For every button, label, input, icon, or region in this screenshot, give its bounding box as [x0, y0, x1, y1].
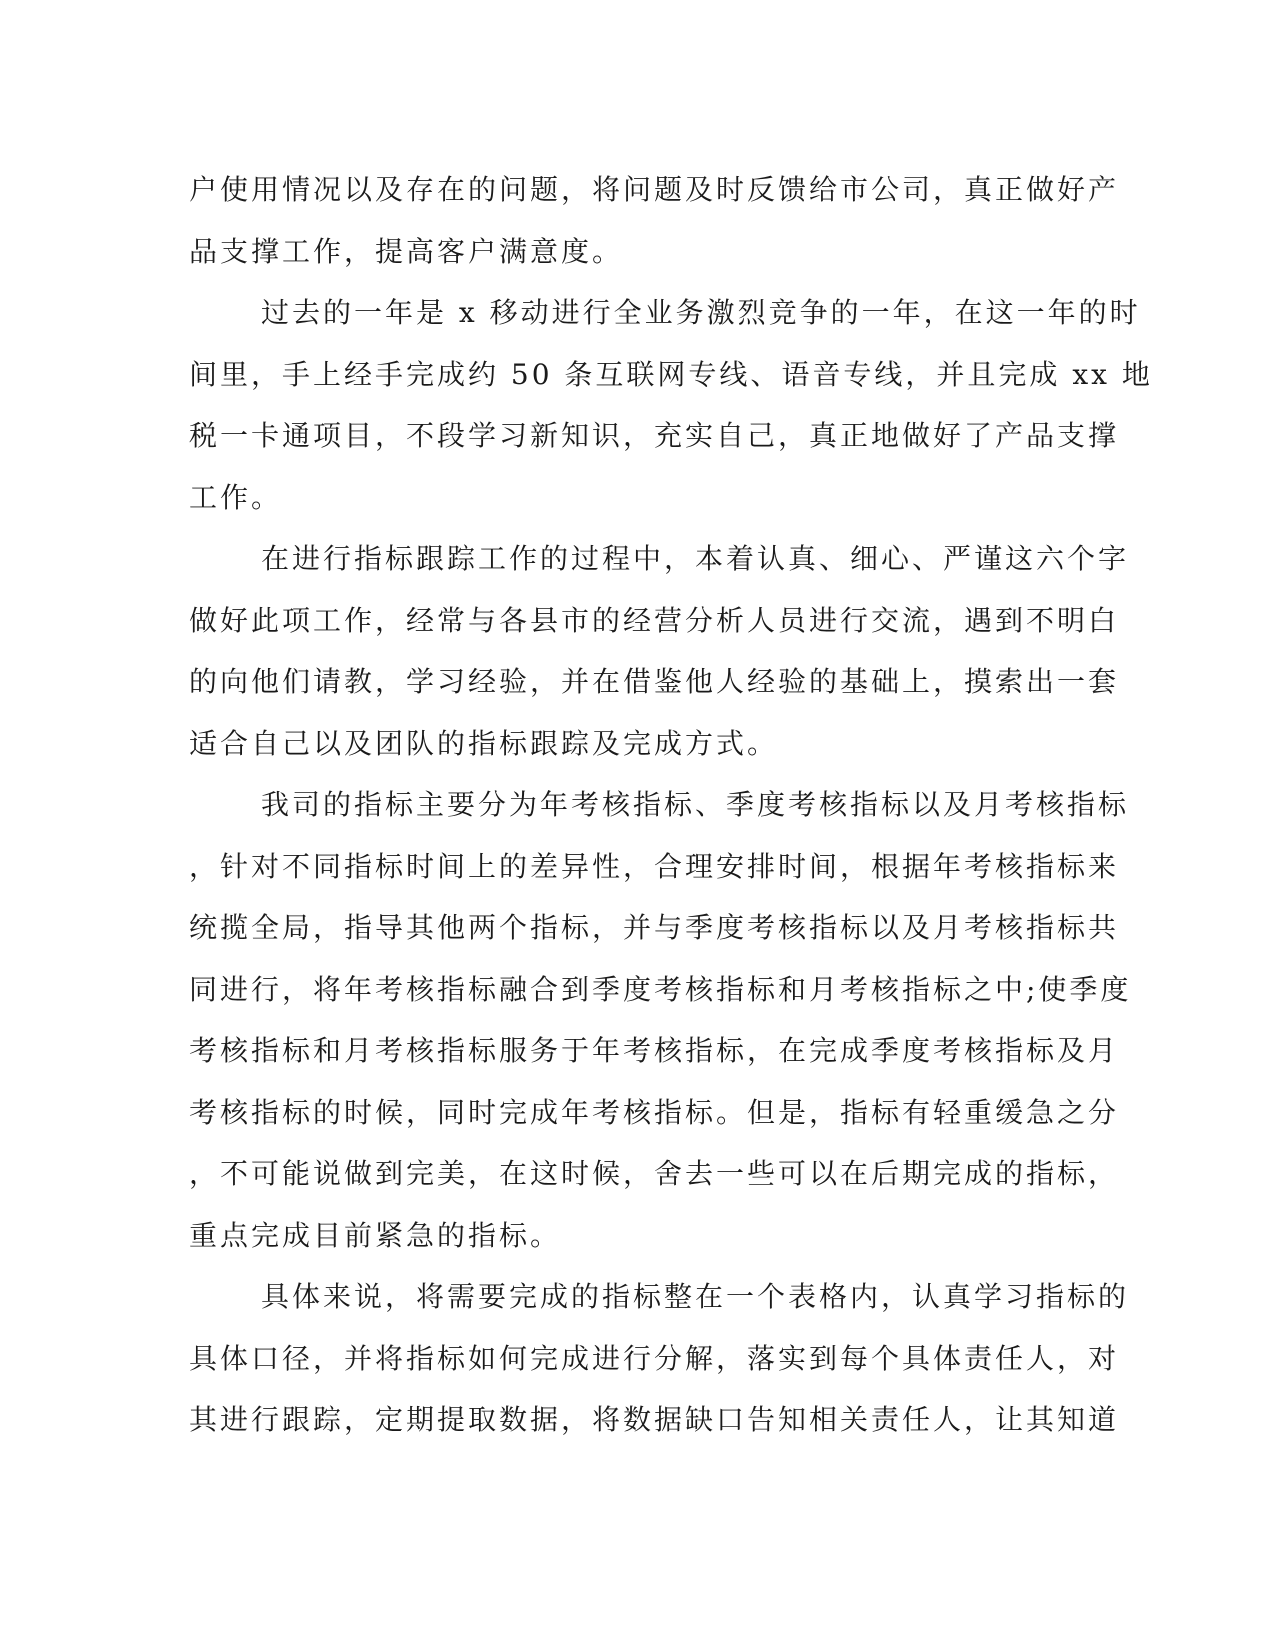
- text-line: 在进行指标跟踪工作的过程中，本着认真、细心、严谨这六个字: [261, 542, 1130, 575]
- text-line: 税一卡通项目，不段学习新知识，充实自己，真正地做好了产品支撑: [189, 419, 1120, 452]
- text-line: 其进行跟踪，定期提取数据，将数据缺口告知相关责任人，让其知道: [189, 1403, 1120, 1436]
- text-line: 考核指标的时候，同时完成年考核指标。但是，指标有轻重缓急之分: [189, 1095, 1120, 1129]
- text-line: 考核指标和月考核指标服务于年考核指标，在完成季度考核指标及月: [189, 1034, 1120, 1067]
- text-line: 品支撑工作，提高客户满意度。: [189, 234, 624, 268]
- text-line: 统揽全局，指导其他两个指标，并与季度考核指标以及月考核指标共: [189, 911, 1120, 944]
- text-line: 具体口径，并将指标如何完成进行分解，落实到每个具体责任人，对: [189, 1341, 1120, 1375]
- text-line: 过去的一年是 x 移动进行全业务激烈竞争的一年，在这一年的时: [261, 296, 1141, 329]
- text-line: 我司的指标主要分为年考核指标、季度考核指标以及月考核指标: [261, 788, 1130, 821]
- text-line: 工作。: [189, 480, 283, 514]
- text-line: ，不可能说做到完美，在这时候，舍去一些可以在后期完成的指标，: [189, 1157, 1120, 1190]
- text-line: 重点完成目前紧急的指标。: [189, 1218, 562, 1252]
- text-line: ，针对不同指标时间上的差异性，合理安排时间，根据年考核指标来: [189, 849, 1120, 883]
- text-line: 的向他们请教，学习经验，并在借鉴他人经验的基础上，摸索出一套: [189, 665, 1120, 698]
- document-body: [189, 159, 1153, 1451]
- text-line: 适合自己以及团队的指标跟踪及完成方式。: [189, 726, 779, 760]
- text-line: 间里，手上经手完成约 50 条互联网专线、语音专线，并且完成 xx 地: [189, 357, 1153, 391]
- text-line: 做好此项工作，经常与各县市的经营分析人员进行交流，遇到不明白: [189, 603, 1120, 637]
- text-line: 同进行，将年考核指标融合到季度考核指标和月考核指标之中;使季度: [189, 972, 1132, 1006]
- text-line: 具体来说，将需要完成的指标整在一个表格内，认真学习指标的: [261, 1280, 1130, 1313]
- text-line: 户使用情况以及存在的问题，将问题及时反馈给市公司，真正做好产: [189, 173, 1120, 206]
